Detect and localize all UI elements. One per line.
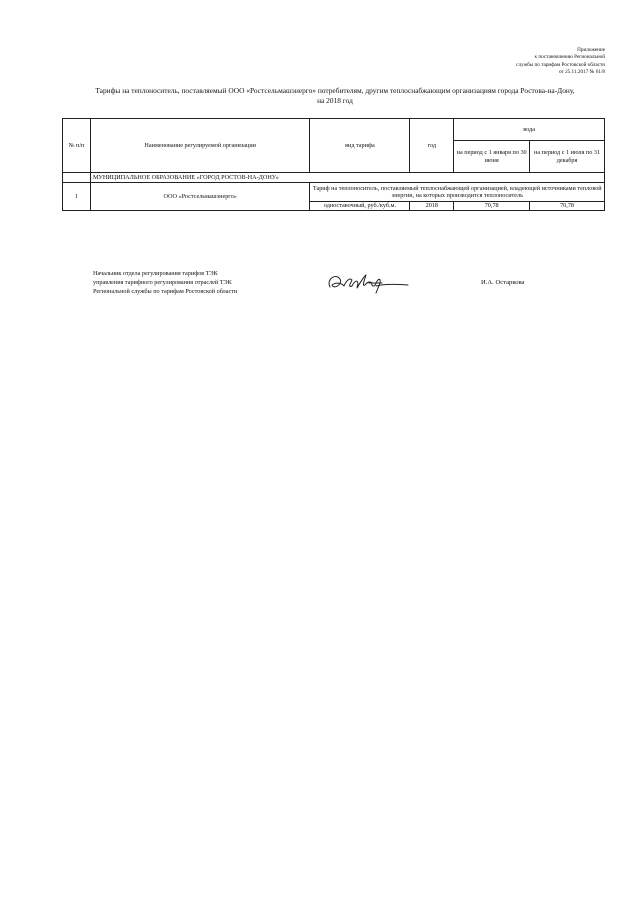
row-num: 1 [63, 183, 91, 211]
header-year: год [410, 119, 454, 173]
municipality-name: МУНИЦИПАЛЬНОЕ ОБРАЗОВАНИЕ «ГОРОД РОСТОВ-НА-ДОНУ» [90, 173, 604, 183]
handwritten-signature-icon [326, 271, 410, 297]
municipality-empty-cell [63, 173, 91, 183]
header-tariff-type: вид тарифа [310, 119, 410, 173]
signature-position-line: управления тарифного регулирования отраслей ТЭК [93, 279, 232, 286]
document-title [70, 86, 600, 106]
annex-line: от 25.11.2017 № 61/8 [558, 69, 605, 76]
row-year: 2018 [410, 202, 454, 211]
row-tariff-type: одноставочный, руб./куб.м. [310, 202, 410, 211]
annex-line: к постановлению Региональной [534, 54, 605, 61]
signature-position-line: Региональной службы по тарифам Ростовской области [93, 288, 238, 295]
signer-name: И.А. Остаркова [481, 279, 525, 286]
tariff-table [62, 118, 605, 211]
row-org: ООО «Ростсельмашэнерго» [90, 183, 310, 211]
title-line-1: Тарифы на теплоноситель, поставляемый ООО «Ростсельмашэнерго» потребителям, другим теплоснабжающим организациям города Ростова-на-Дону, [95, 86, 575, 95]
row-value-2: 70,78 [530, 202, 605, 211]
annex-line: Приложение [577, 47, 605, 53]
annex-line: службы по тарифам Ростовской области [516, 61, 605, 68]
annex-note [516, 47, 605, 77]
header-org: Наименование регулируемой организации [90, 119, 310, 173]
signature-block [93, 269, 237, 296]
title-line-2: на 2018 год [317, 96, 353, 105]
header-period-2: на период с 1 июля по 31 декабря [530, 141, 605, 173]
header-num: № п/п [63, 119, 91, 173]
header-row [63, 119, 605, 141]
municipality-row [63, 173, 605, 183]
signature-position-line: Начальник отдела регулирования тарифов ТЭК [93, 270, 218, 277]
table-row [63, 183, 605, 202]
header-period-1: на период с 1 января по 30 июня [454, 141, 530, 173]
header-water: вода [454, 119, 605, 141]
row-value-1: 70,78 [454, 202, 530, 211]
row-description: Тариф на теплоноситель, поставляемый теплоснабжающей организацией, владеющей источниками тепловой энергии, на которых производится теплоноситель [310, 183, 605, 202]
